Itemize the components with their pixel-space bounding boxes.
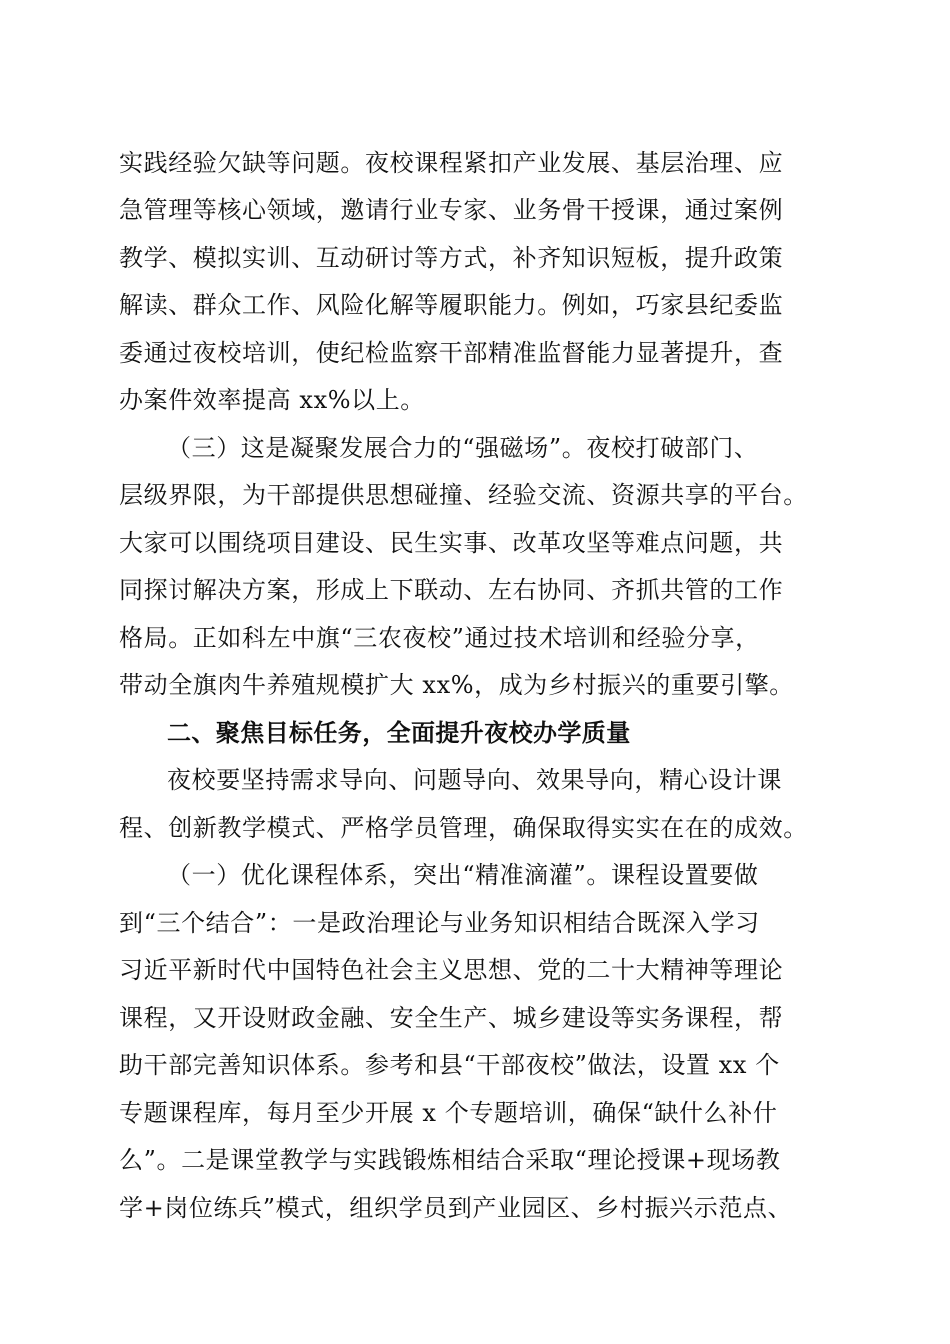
body-text-line: 实践经验欠缺等问题。夜校课程紧扣产业发展、基层治理、应: [119, 149, 784, 177]
body-text-line: 助干部完善知识体系。参考和县“干部夜校”做法，设置 xx 个: [119, 1051, 780, 1079]
subsection-heading-1: （一）优化课程体系，突出“精准滴灌”。课程设置要做: [167, 861, 759, 889]
body-text-line: 夜校要坚持需求导向、问题导向、效果导向，精心设计课: [167, 766, 782, 794]
body-text-line: 学+岗位练兵”模式，组织学员到产业园区、乡村振兴示范点、: [119, 1194, 793, 1222]
body-text-line: 格局。正如科左中旗“三农夜校”通过技术培训和经验分享，: [119, 624, 760, 652]
body-text-line: 同探讨解决方案，形成上下联动、左右协同、齐抓共管的工作: [119, 576, 784, 604]
body-text-line: 委通过夜校培训，使纪检监察干部精准监督能力显著提升，查: [119, 339, 784, 367]
body-text-line: 教学、模拟实训、互动研讨等方式，补齐知识短板，提升政策: [119, 244, 784, 272]
body-text-line: 解读、群众工作、风险化解等履职能力。例如，巧家县纪委监: [119, 291, 784, 319]
body-text-line: 办案件效率提高 xx%以上。: [119, 386, 425, 414]
body-text-line: 么”。二是课堂教学与实践锻炼相结合采取“理论授课+现场教: [119, 1146, 781, 1174]
body-text-line: 带动全旗肉牛养殖规模扩大 xx%，成为乡村振兴的重要引擎。: [119, 671, 794, 699]
section-heading-2: 二、聚焦目标任务，全面提升夜校办学质量: [167, 719, 631, 747]
body-text-line: 到“三个结合”：一是政治理论与业务知识相结合既深入学习: [119, 909, 760, 937]
body-text-line: 专题课程库，每月至少开展 x 个专题培训，确保“缺什么补什: [119, 1099, 778, 1127]
body-text-line: 习近平新时代中国特色社会主义思想、党的二十大精神等理论: [119, 956, 784, 984]
body-text-line: 大家可以围绕项目建设、民生实事、改革攻坚等难点问题，共: [119, 529, 784, 557]
body-text-line: 程、创新教学模式、严格学员管理，确保取得实实在在的成效。: [119, 814, 808, 842]
body-text-line: 课程，又开设财政金融、安全生产、城乡建设等实务课程，帮: [119, 1004, 784, 1032]
subsection-heading-3: （三）这是凝聚发展合力的“强磁场”。夜校打破部门、: [167, 434, 759, 462]
body-text-line: 层级界限，为干部提供思想碰撞、经验交流、资源共享的平台。: [119, 481, 808, 509]
body-text-line: 急管理等核心领域，邀请行业专家、业务骨干授课，通过案例: [119, 196, 784, 224]
